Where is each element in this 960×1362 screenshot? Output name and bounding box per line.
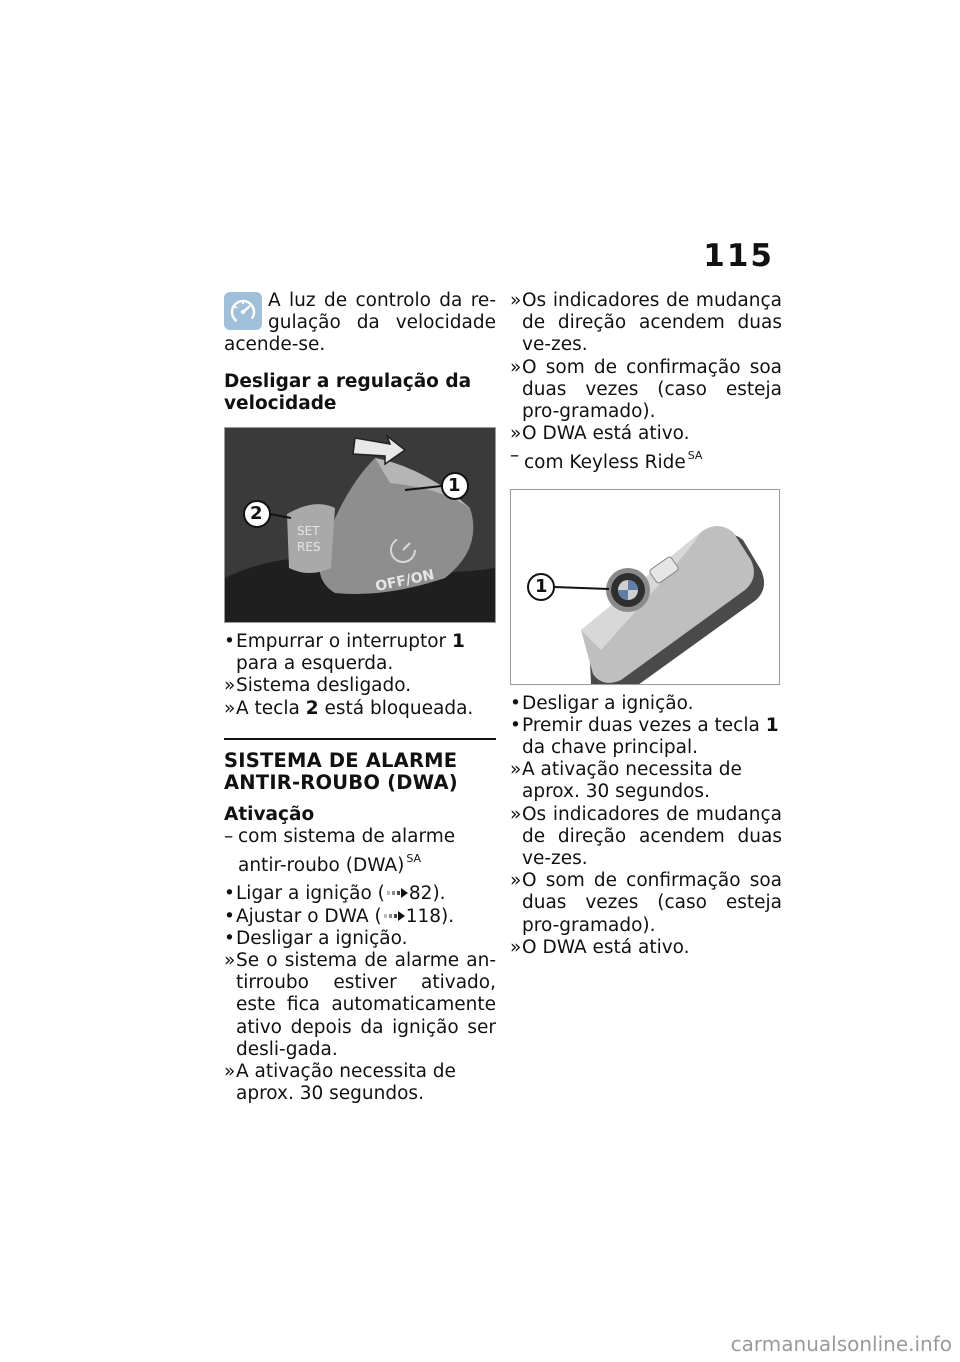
section-heading-dwa: SISTEMA DE ALARME ANTIR-ROUBO (DWA) [224, 738, 496, 794]
list-marker: • [224, 631, 235, 653]
key-fob-figure [510, 489, 780, 685]
dwa-result-list [510, 290, 782, 445]
list-marker: » [510, 290, 522, 311]
list-item [224, 906, 496, 928]
list-marker: • [224, 905, 235, 927]
list-text: está bloqueada. [318, 697, 474, 719]
condition-text: com Keyless Ride [524, 452, 686, 474]
watermark: carmanualsonline.info [730, 1332, 952, 1356]
indicator-text: A luz de controlo da re-gulação da velocidade acende-se. [224, 290, 496, 356]
list-marker: • [510, 692, 521, 714]
list-text: Sistema desligado. [236, 675, 412, 697]
list-marker: » [224, 697, 236, 719]
condition-text: com sistema de alarme antir-roubo (DWA) [238, 826, 456, 877]
page-reference-arrow-icon [382, 907, 406, 921]
list-item [510, 937, 782, 959]
page-reference[interactable]: 82 [408, 883, 433, 905]
list-text: O som de confirmação soa duas vezes (caso esteja pro-gramado). [522, 356, 782, 423]
list-item [224, 675, 496, 697]
list-marker: • [510, 714, 521, 736]
list-marker: » [224, 1061, 236, 1083]
list-text: O DWA está ativo. [522, 936, 690, 958]
indicator-note [224, 290, 496, 357]
list-item [224, 1061, 496, 1105]
dash-marker: – [510, 445, 520, 467]
list-text: Ajustar o DWA ( [236, 905, 382, 927]
page-number: 115 [703, 238, 774, 274]
callout-ref: 1 [765, 714, 779, 736]
list-marker: » [510, 870, 522, 892]
list-item [224, 883, 496, 905]
condition-line [510, 445, 782, 474]
list-marker: • [224, 883, 235, 905]
list-marker: » [224, 675, 236, 697]
list-text: A ativação necessita de aprox. 30 segundos. [236, 1061, 456, 1105]
list-item [224, 928, 496, 950]
page-reference-arrow-icon [385, 884, 409, 898]
list-text: A tecla [236, 697, 306, 719]
list-item [510, 357, 782, 424]
callout-ref: 2 [305, 697, 319, 719]
list-text: Premir duas vezes a tecla [522, 714, 766, 736]
list-text: Ligar a ignição ( [236, 883, 385, 905]
list-item [224, 950, 496, 1061]
list-item [510, 290, 782, 357]
dash-marker: – [224, 826, 234, 848]
list-text: O som de confirmação soa duas vezes (caso esteja pro-gramado). [522, 870, 782, 936]
list-text: da chave principal. [522, 737, 699, 759]
list-marker: » [510, 759, 522, 781]
subheading-disable-cruise: Desligar a regulação da velocidade [224, 370, 472, 414]
list-item [510, 759, 782, 803]
list-item [224, 631, 496, 675]
list-item [510, 870, 782, 937]
list-text: O DWA está ativo. [522, 423, 690, 445]
activation-steps-list [224, 883, 496, 1105]
list-item [224, 698, 496, 720]
list-item [510, 804, 782, 871]
keyless-steps-list [510, 693, 782, 959]
callout-ref: 1 [452, 631, 465, 653]
figure1-switch-label: OFF/ON [373, 566, 436, 596]
subheading-activation: Ativação [224, 803, 315, 825]
condition-line [224, 826, 496, 877]
list-text: ). [441, 905, 455, 927]
disable-steps-list [224, 631, 496, 720]
right-column [510, 290, 782, 959]
list-item [510, 693, 782, 715]
figure1-callout-1: 1 [448, 475, 461, 497]
list-text: Empurrar o interruptor [236, 631, 453, 653]
page-reference[interactable]: 118 [405, 905, 442, 927]
figure1-callout-2: 2 [250, 503, 263, 525]
sa-superscript: SA [687, 449, 703, 463]
cruise-control-lamp-icon [224, 292, 262, 330]
left-column [224, 290, 496, 1105]
figure1-key-res: RES [297, 540, 321, 555]
list-text: Se o sistema de alarme an-tirroubo estiver ativado, este fica automaticamente ativo depois da ignição ser desli-gada. [236, 950, 496, 1060]
list-text: Os indicadores de mudança de direção acendem duas ve-zes. [522, 290, 782, 356]
list-item [510, 715, 782, 759]
list-item [510, 423, 782, 445]
list-marker: » [510, 423, 522, 445]
figure2-callout-1: 1 [535, 575, 548, 597]
figure1-key-set: SET [297, 524, 320, 539]
list-text: ). [432, 883, 446, 905]
list-text: Desligar a ignição. [236, 927, 408, 949]
list-text: Os indicadores de mudança de direção acendem duas ve-zes. [522, 803, 782, 870]
list-text: A ativação necessita de aprox. 30 segundos. [522, 759, 742, 803]
handlebar-switch-figure [224, 427, 496, 623]
list-text: Desligar a ignição. [522, 692, 694, 714]
sa-superscript: SA [406, 852, 422, 866]
list-marker: • [224, 927, 235, 949]
list-text: para a esquerda. [236, 653, 394, 675]
list-marker: » [224, 950, 236, 972]
list-marker: » [510, 356, 522, 378]
list-marker: » [510, 936, 522, 958]
list-marker: » [510, 803, 522, 825]
